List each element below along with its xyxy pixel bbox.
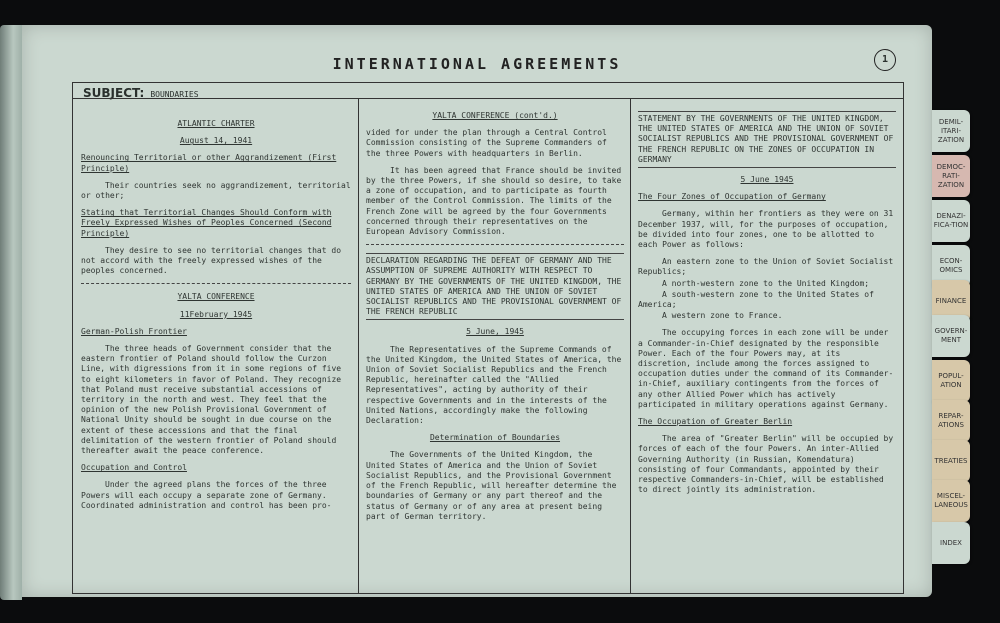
column-1: [81, 119, 351, 518]
zone-eastern: An eastern zone to the Union of Soviet Socialist Republics;: [638, 257, 894, 277]
subject-value: BOUNDARIES: [150, 90, 199, 99]
zone-south-western: A south-western zone to the United States of America;: [638, 289, 874, 310]
atlantic-charter-date: August 14, 1941: [179, 136, 253, 146]
column-divider-1: [358, 98, 359, 593]
column-2: [366, 111, 624, 529]
page-title: INTERNATIONAL AGREEMENTS: [332, 55, 622, 73]
yalta-cont-heading: YALTA CONFERENCE (cont'd.): [432, 111, 558, 120]
document-page: [22, 25, 932, 597]
statement-date: 5 June 1945: [740, 175, 794, 185]
tab-population[interactable]: POPUL-ATION: [932, 360, 970, 402]
statement-heading: STATEMENT BY THE GOVERNMENTS OF THE UNITED KINGDOM, THE UNITED STATES OF AMERICA AND THE UNION OF SOVIET SOCIALIST REPUBLICS AND THE PROVISIONAL GOVERNMENT OF THE FRENCH REPUBLIC ON THE ZONES OF OCCUPATION IN GERMANY: [638, 111, 896, 168]
france-zone-text: It has been agreed that France should be invited by the three Powers, if she should so desire, to take a zone of occupation, and to participate as fourth member of the Control Commission. The limits of the French Zone will be agreed by the four Governments concerned through their representatives on the European Advisory Commission.: [366, 165, 622, 237]
section-divider: [81, 283, 351, 284]
column-divider-2: [630, 98, 631, 593]
atlantic-charter-heading: ATLANTIC CHARTER: [177, 119, 255, 128]
first-principle-heading: Renouncing Territorial or other Aggrandizement (First Principle): [81, 153, 337, 173]
occupation-control-heading: Occupation and Control: [81, 463, 187, 473]
four-zones-heading: The Four Zones of Occupation of Germany: [638, 192, 826, 202]
zone-north-western: A north-western zone to the United Kingdom;: [662, 278, 870, 288]
second-principle-heading: Stating that Territorial Changes Should Conform with Freely Expressed Wishes of Peoples Concerned (Second Principle): [81, 208, 332, 238]
tab-finance[interactable]: FINANCE: [932, 280, 970, 322]
declaration-heading: DECLARATION REGARDING THE DEFEAT OF GERMANY AND THE ASSUMPTION OF SUPREME AUTHORITY WITH RESPECT TO GERMANY BY THE GOVERNMENTS OF THE UNITED KINGDOM, THE UNITED STATES OF AMERICA AND THE UNION OF SOVIET SOCIALIST REPUBLICS AND THE PROVISIONAL GOVERNMENT OF THE FRENCH REPUBLIC: [366, 253, 624, 320]
content-frame: [72, 82, 904, 594]
first-principle-text: Their countries seek no aggrandizement, territorial or other;: [81, 180, 351, 201]
section-divider: [366, 244, 624, 245]
four-zones-text: Germany, within her frontiers as they were on 31 December 1937, will, for the purposes of occupation, be divided into four zones, one to be allotted to each Power as follows:: [638, 209, 894, 250]
german-polish-frontier-heading: German-Polish Frontier: [81, 326, 187, 336]
tab-index[interactable]: INDEX: [932, 522, 970, 564]
declaration-text: The Representatives of the Supreme Commands of the United Kingdom, the United States of America, the Union of Soviet Socialist Republics and the French Republic, hereinafter called the "Allied Representatives", acting by authority of their respective Governments and in the interests of the United Nations, accordingly make the following Declaration:: [366, 344, 622, 426]
tab-demilitarization[interactable]: DEMIL-ITARI-ZATION: [932, 110, 970, 152]
tab-treaties[interactable]: TREATIES: [932, 440, 970, 482]
occupying-forces-text: The occupying forces in each zone will be under a Commander-in-Chief designated by the responsible Power. Each of the four Powers may, at its discretion, include among the forces assigned to occupation duties under the command of its Commander-in-Chief, auxiliary contingents from the forces of any other Allied Power which has actively participated in military operations against Germany.: [638, 328, 894, 409]
greater-berlin-text: The area of "Greater Berlin" will be occupied by forces of each of the four Powers. An inter-Allied Governing Authority (in Russian, Komendatura) consisting of four Commandants, appointed by their respective Commanders-in-Chief, will be established to direct jointly its administration.: [638, 434, 894, 495]
greater-berlin-heading: The Occupation of Greater Berlin: [638, 417, 793, 427]
determination-boundaries-text: The Governments of the United Kingdom, the United States of America and the Union of Soviet Socialist Republics, and the Provisional Government of the French Republic, will hereafter determine the boundaries of Germany or any part thereof and the status of Germany or of any area at present being part of German territory.: [366, 450, 617, 521]
zone-western: A western zone to France.: [662, 311, 783, 321]
binder-spine: [0, 25, 22, 600]
second-principle-text: They desire to see no territorial changes that do not accord with the freely expressed wishes of the peoples concerned.: [81, 245, 342, 276]
declaration-date: 5 June, 1945: [466, 327, 524, 337]
column-3: [638, 111, 896, 503]
yalta-heading: YALTA CONFERENCE: [177, 292, 255, 302]
occupation-control-text: Under the agreed plans the forces of the three Powers will each occupy a separate zone of Germany. Coordinated administration and control has been pro-: [81, 480, 332, 510]
tab-government[interactable]: GOVERN-MENT: [932, 315, 970, 357]
yalta-date: 11February 1945: [179, 309, 253, 319]
page-number-badge: 1: [874, 49, 896, 71]
tab-denazification[interactable]: DENAZI-FICA-TION: [932, 200, 970, 242]
header-rule: [73, 98, 903, 99]
tab-democratization[interactable]: DEMOC-RATI-ZATION: [932, 155, 970, 197]
tab-miscellaneous[interactable]: MISCEL-LANEOUS: [932, 480, 970, 522]
german-polish-frontier-text: The three heads of Government consider that the eastern frontier of Poland should follow the Curzon Line, with digressions from it in some regions of five to eight kilometers in favor of Poland. They recognize that Poland must receive substantial accessions of territory in the north and west. They feel that the opinion of the new Polish Provisional Government of National Unity should be sought in due course on the extent of these accessions and that the final delimitation of the western frontier of Poland should thereafter await the peace conference.: [81, 344, 342, 456]
determination-boundaries-heading: Determination of Boundaries: [429, 433, 561, 443]
subject-label: SUBJECT:: [83, 86, 145, 100]
tab-reparations[interactable]: REPAR-ATIONS: [932, 400, 970, 442]
yalta-cont-text: vided for under the plan through a Central Control Commission consisting of the Supreme Commanders of the three Powers with headquarters in Berlin.: [366, 128, 607, 158]
tab-economics[interactable]: ECON-OMICS: [932, 245, 970, 287]
